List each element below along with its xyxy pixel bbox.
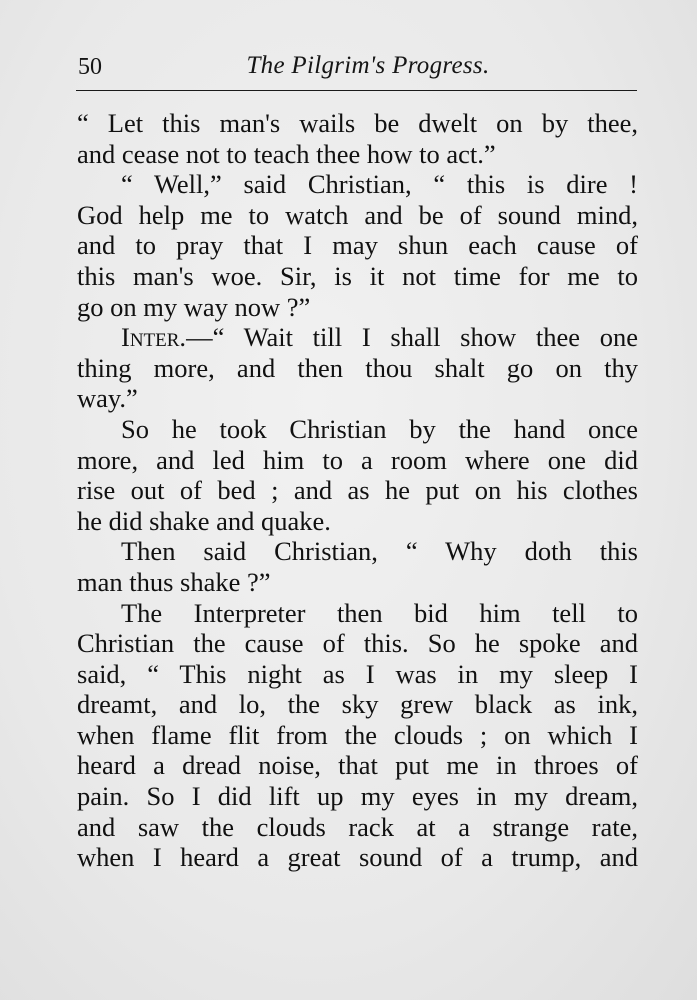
text-line: this man's woe. Sir, is it not time for me to: [77, 260, 638, 291]
text-line: more, and led him to a room where one did: [77, 444, 638, 475]
text-line: thing more, and then thou shalt go on thy: [77, 352, 638, 383]
text-line: and saw the clouds rack at a strange rate,: [77, 811, 638, 842]
text-line: said, “ This night as I was in my sleep I: [77, 658, 638, 689]
running-title: The Pilgrim's Progress.: [246, 52, 490, 79]
text-line: “ Let this man's wails be dwelt on by thee,: [77, 108, 638, 138]
text-line: So he took Christian by the hand once: [121, 413, 638, 444]
text-line: go on my way now ?”: [77, 291, 311, 322]
text-line: and to pray that I may shun each cause of: [77, 230, 638, 261]
text-line: and cease not to teach thee how to act.”: [77, 138, 496, 169]
page-header: [78, 50, 638, 90]
text-line: dreamt, and lo, the sky grew black as ink,: [77, 689, 638, 720]
text-line: man thus shake ?”: [77, 566, 271, 597]
text-line: “ Well,” said Christian, “ this is dire !: [121, 169, 638, 200]
text-line: way.”: [77, 383, 138, 414]
text-line: Christian the cause of this. So he spoke and: [77, 628, 638, 659]
text-line: heard a dread noise, that put me in throes of: [77, 750, 638, 781]
text-line: Then said Christian, “ Why doth this: [121, 536, 638, 567]
text-line: pain. So I did lift up my eyes in my dream,: [77, 781, 638, 812]
page-number: 50: [78, 54, 102, 80]
body-text: [77, 108, 638, 873]
speaker-label: Inter.: [121, 322, 187, 353]
text-line: Inter.—“ Wait till I shall show thee one: [121, 322, 638, 353]
text-line: God help me to watch and be of sound mind,: [77, 199, 638, 230]
text-line: he did shake and quake.: [77, 505, 331, 536]
text-line: when flame flit from the clouds ; on which I: [77, 719, 638, 750]
text-line: when I heard a great sound of a trump, and: [77, 842, 638, 873]
text-line: rise out of bed ; and as he put on his clothes: [77, 475, 638, 506]
text-line: The Interpreter then bid him tell to: [121, 597, 638, 628]
header-rule: [76, 90, 637, 91]
